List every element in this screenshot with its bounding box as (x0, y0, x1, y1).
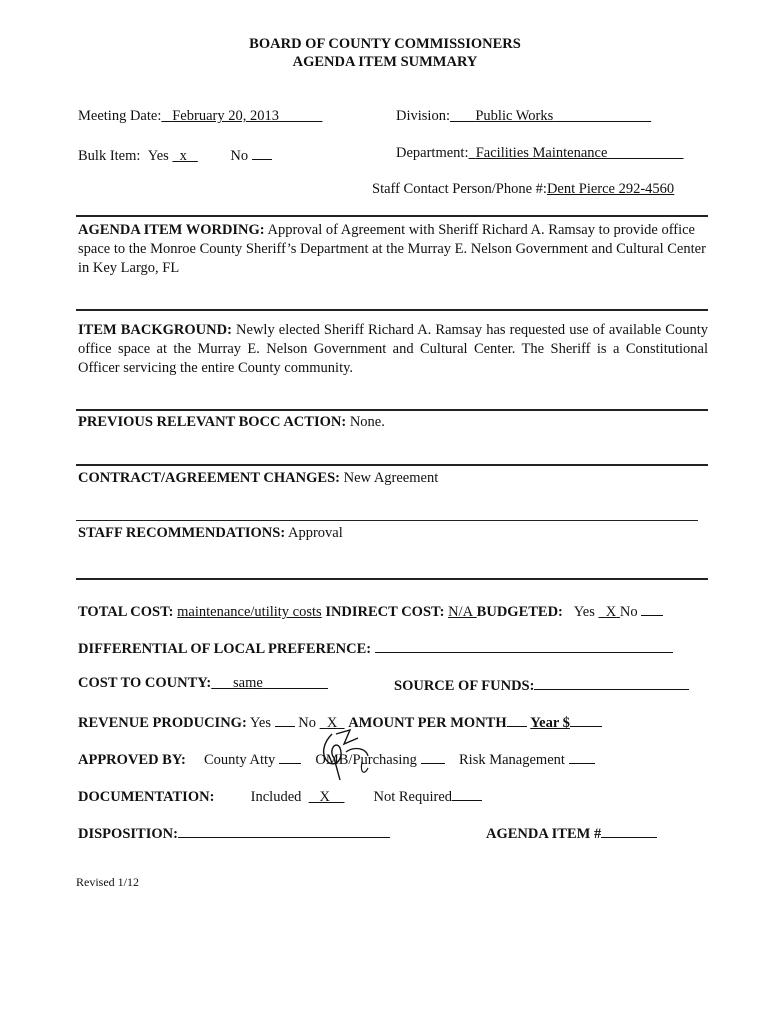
disposition-label: DISPOSITION: (78, 826, 178, 842)
bulk-item-row (78, 145, 272, 165)
staff-recommendations (78, 524, 708, 543)
revenue-no-label: No (298, 715, 316, 731)
year-label: Year $ (530, 715, 570, 731)
revenue-yes-label: Yes (249, 715, 271, 731)
approved-by-label: APPROVED BY: (78, 752, 186, 768)
bulk-yes-label: Yes (147, 148, 169, 164)
budgeted-yes-value: X (605, 604, 617, 620)
section-divider (76, 309, 708, 311)
included-value: X (319, 789, 330, 805)
bulk-no-blank (252, 145, 272, 160)
revenue-label: REVENUE PRODUCING: (78, 715, 247, 731)
total-cost-label: TOTAL COST: (78, 604, 174, 620)
budgeted-label: BUDGETED: (476, 604, 563, 620)
background-text: Newly elected Sheriff Richard A. Ramsay has requested use of available County office space at the Murray E. Nelson Government and Cultural Center. The Sheriff is a Constitutional Officer servicing the entire County community. (78, 322, 708, 376)
cost-to-county-value: same (232, 675, 263, 691)
header-line-1: BOARD OF COUNTY COMMISSIONERS (249, 36, 521, 52)
agenda-item-number-row (486, 823, 657, 843)
previous-text: None. (349, 414, 385, 430)
omb-blank (421, 749, 445, 764)
revenue-no-value: X (326, 715, 338, 731)
amount-per-month-label: AMOUNT PER MONTH (348, 715, 507, 731)
bulk-item-label: Bulk Item: (78, 148, 141, 164)
included-label: Included (250, 789, 302, 805)
cost-to-county-label: COST TO COUNTY: (78, 675, 212, 691)
not-required-label: Not Required (373, 789, 453, 805)
handwritten-initials-signature (310, 728, 390, 784)
meeting-date-label: Meeting Date: (78, 108, 162, 124)
section-divider (76, 578, 708, 580)
budgeted-no-label: No (619, 604, 638, 620)
revised-note: Revised 1/12 (76, 875, 139, 889)
department-value: Facilities Maintenance (475, 145, 608, 161)
contract-label: CONTRACT/AGREEMENT CHANGES: (78, 470, 340, 486)
differential-blank (375, 638, 673, 653)
staff-rec-text: Approval (288, 525, 343, 541)
contract-text: New Agreement (343, 470, 439, 486)
background-label: ITEM BACKGROUND: (78, 322, 232, 338)
division-label: Division: (396, 108, 450, 124)
agenda-item-wording (78, 221, 708, 278)
indirect-cost-value: N/A (448, 604, 474, 620)
indirect-cost-label: INDIRECT COST: (325, 604, 445, 620)
risk-management-label: Risk Management (459, 752, 565, 768)
differential-label: DIFFERENTIAL OF LOCAL PREFERENCE: (78, 641, 372, 657)
contract-changes (78, 469, 708, 488)
source-of-funds-blank (534, 675, 689, 690)
section-divider (76, 215, 708, 217)
previous-label: PREVIOUS RELEVANT BOCC ACTION: (78, 414, 347, 430)
staff-contact-value: Dent Pierce 292-4560 (546, 181, 675, 197)
disposition-row (78, 823, 390, 843)
disposition-blank (178, 823, 390, 838)
bulk-yes-value: x (179, 148, 187, 164)
wording-label: AGENDA ITEM WORDING: (78, 222, 265, 238)
item-background (78, 321, 708, 378)
omb-purchasing-label: OMB/Purchasing (315, 752, 417, 768)
department-row (396, 145, 684, 162)
staff-contact-label: Staff Contact Person/Phone #: (372, 181, 547, 197)
section-divider (76, 520, 698, 521)
documentation-label: DOCUMENTATION: (78, 789, 215, 805)
revenue-yes-blank (275, 712, 295, 727)
differential-row (78, 638, 673, 658)
county-atty-blank (279, 749, 301, 764)
section-divider (76, 409, 708, 411)
agenda-item-number-blank (601, 823, 657, 838)
total-cost-value: maintenance/utility costs (177, 604, 322, 620)
amount-blank (507, 712, 527, 727)
wording-text: Approval of Agreement with Sheriff Richard A. Ramsay to provide office space to the Monroe County Sheriff’s Department at the Murray E. Nelson Government and Cultural Center in Key Largo, FL (78, 222, 706, 276)
section-divider (76, 464, 708, 466)
staff-contact-row (372, 181, 674, 198)
documentation-row (78, 786, 482, 806)
budgeted-yes-label: Yes (573, 604, 595, 620)
year-blank (570, 712, 602, 727)
source-of-funds-row (394, 675, 689, 695)
cost-to-county-row (78, 675, 328, 692)
division-value: Public Works (475, 108, 554, 124)
meeting-date-value: February 20, 2013 (172, 108, 279, 124)
division-row (396, 108, 651, 125)
previous-bocc-action (78, 413, 708, 432)
agenda-item-number-label: AGENDA ITEM # (486, 826, 602, 842)
not-required-blank (452, 786, 482, 801)
bulk-no-label: No (230, 148, 249, 164)
header-line-2: AGENDA ITEM SUMMARY (292, 54, 478, 70)
source-of-funds-label: SOURCE OF FUNDS: (394, 678, 535, 694)
budgeted-no-blank (641, 601, 663, 616)
county-atty-label: County Atty (203, 752, 276, 768)
meeting-date-row (78, 108, 322, 125)
risk-blank (569, 749, 595, 764)
staff-rec-label: STAFF RECOMMENDATIONS: (78, 525, 286, 541)
total-cost-row (78, 601, 663, 621)
department-label: Department: (396, 145, 469, 161)
